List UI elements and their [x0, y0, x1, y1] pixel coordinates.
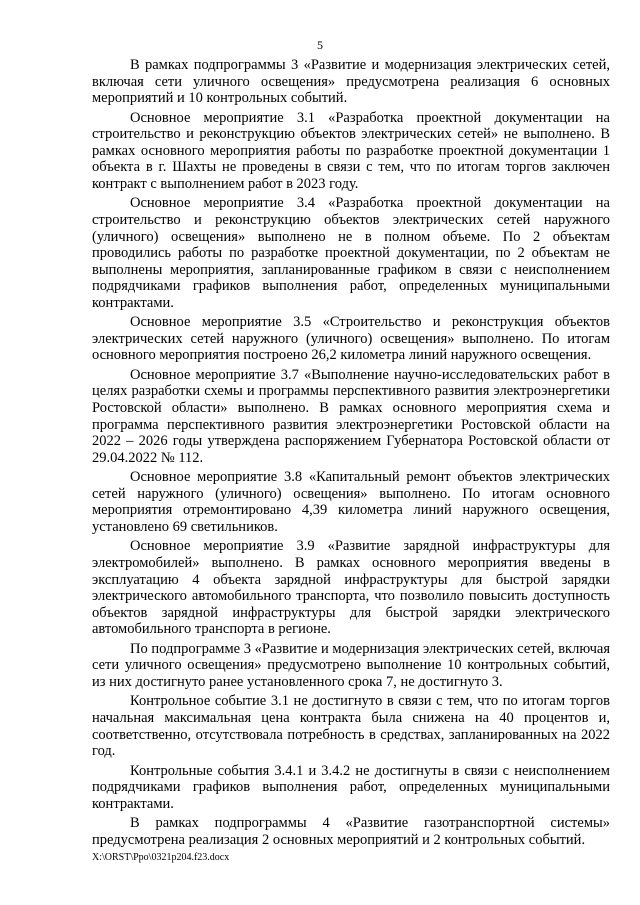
paragraph-measure-3-9: Основное мероприятие 3.9 «Развитие зарядной инфраструктуры для электромобилей» выполнено. В рамках основного мероприятия введены в эксплуатацию 4 объекта зарядной инфраструктуры для быстрой зарядки электрического автомобильного транспорта, что позволило повысить доступность объектов зарядной инфраструктуры для быстрой зарядки электрического автомобильного транспорта в регионе. — [92, 538, 610, 638]
page-number: 5 — [317, 38, 323, 52]
paragraph-measure-3-4: Основное мероприятие 3.4 «Разработка проектной документации на строительство и реконструкцию объектов электрических сетей наружного (уличного) освещения» выполнено не в полном объеме. По 2 объектам проводились работы по разработке проектной документации, по 2 объектам не выполнены мероприятия, запланированные графиком в связи с неисполнением подрядчиками графиков выполнения работ, определенных муниципальными контрактами. — [92, 195, 610, 311]
paragraph-event-3-1: Контрольное событие 3.1 не достигнуто в связи с тем, что по итогам торгов начальная максимальная цена контракта была снижена на 40 процентов и, соответственно, отсутствовала потребность в средствах, запланированных на 2022 год. — [92, 693, 610, 760]
paragraph-subprogram-3-events: По подпрограмме 3 «Развитие и модернизация электрических сетей, включая сети уличного освещения» предусмотрено выполнение 10 контрольных событий, из них достигнуто ранее установленного срока 7, не достигнуто 3. — [92, 640, 610, 690]
paragraph-measure-3-5: Основное мероприятие 3.5 «Строительство и реконструкция объектов электрических сетей наружного (уличного) освещения» выполнено. По итогам основного мероприятия построено 26,2 километра линий наружного освещения. — [92, 314, 610, 364]
footer-file-path: X:\ORST\Ppo\0321p204.f23.docx — [92, 852, 230, 863]
paragraph-subprogram-4-intro: В рамках подпрограммы 4 «Развитие газотранспортной системы» предусмотрена реализация 2 основных мероприятий и 2 контрольных событий. — [92, 815, 610, 848]
paragraph-measure-3-1: Основное мероприятие 3.1 «Разработка проектной документации на строительство и реконструкцию объектов электрических сетей» не выполнено. В рамках основного мероприятия работы по разработке проектной документации 1 объекта в г. Шахты не проведены в связи с тем, что по итогам торгов заключен контракт с выполнением работ в 2023 году. — [92, 109, 610, 192]
paragraph-measure-3-7: Основное мероприятие 3.7 «Выполнение научно-исследовательских работ в целях разработки схемы и программы перспективного развития электроэнергетики Ростовской области» выполнено. В рамках основного мероприятия схема и программа перспективного развития электроэнергетики Ростовской области на 2022 – 2026 годы утверждена распоряжением Губернатора Ростовской области от 29.04.2022 № 112. — [92, 366, 610, 466]
paragraph-events-3-4: Контрольные события 3.4.1 и 3.4.2 не достигнуты в связи с неисполнением подрядчиками графиков выполнения работ, определенных муниципальными контрактами. — [92, 762, 610, 812]
paragraph-subprogram-3-intro: В рамках подпрограммы 3 «Развитие и модернизация электрических сетей, включая сети уличного освещения» предусмотрена реализация 6 основных мероприятий и 10 контрольных событий. — [92, 57, 610, 107]
document-body — [92, 57, 610, 851]
paragraph-measure-3-8: Основное мероприятие 3.8 «Капитальный ремонт объектов электрических сетей наружного (уличного) освещения» выполнено. По итогам основного мероприятия отремонтировано 4,39 километра линий наружного освещения, установлено 69 светильников. — [92, 469, 610, 536]
